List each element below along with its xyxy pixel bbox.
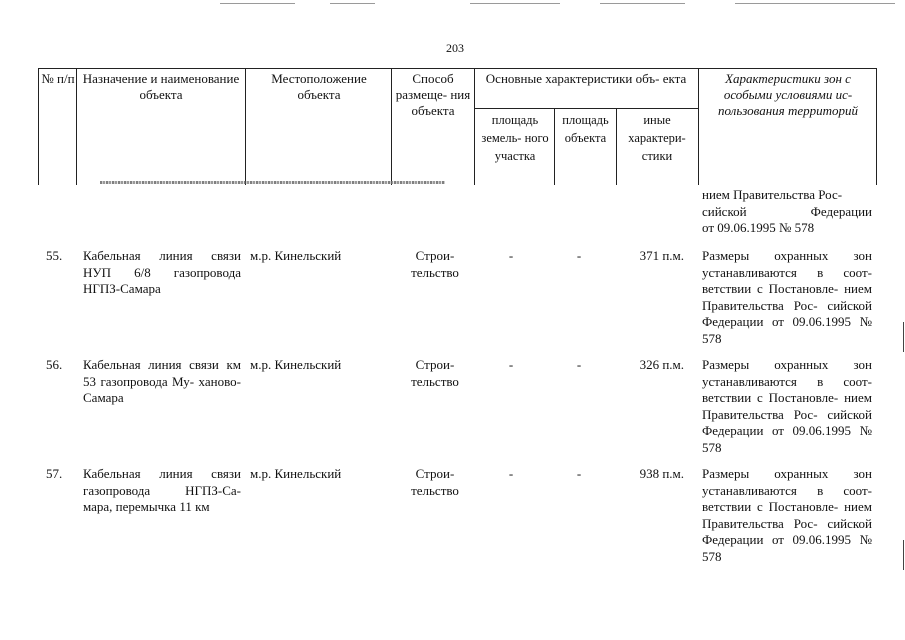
- land-area: -: [508, 466, 514, 481]
- zone-characteristics: Размеры охранных зон устанавливаются в соот- ветствии с Постановле- нием Правительства Рос- сийской Федерации от 09.06.1995 № 578: [702, 248, 872, 346]
- header-name: Назначение и наименование объекта: [82, 71, 240, 102]
- table-row: [38, 466, 877, 566]
- table-header: [38, 68, 877, 185]
- object-location: м.р. Кинельский: [250, 248, 342, 263]
- land-area: -: [508, 357, 514, 372]
- table-row: [38, 248, 877, 348]
- row-number: 55.: [46, 248, 63, 263]
- object-name: Кабельная линия связи газопровода НГПЗ-Са- мара, перемычка 11 км: [83, 466, 241, 514]
- scan-artifact: [903, 540, 904, 570]
- header-top-rule: [38, 68, 877, 69]
- header-location: Местоположение объекта: [271, 71, 367, 102]
- header-zones: Характеристики зон с особыми условиями ис- пользования территорий: [717, 71, 858, 118]
- header-sub-rule: [474, 108, 698, 109]
- other-characteristics: 938 п.м.: [639, 466, 684, 481]
- header-other: иные характери- стики: [628, 113, 686, 163]
- row-number: 57.: [46, 466, 63, 481]
- carryover-word: сийской: [702, 203, 747, 219]
- zone-characteristics: Размеры охранных зон устанавливаются в соот- ветствии с Постановле- нием Правительства Рос- сийской Федерации от 09.06.1995 № 578: [702, 466, 872, 564]
- header-method: Способ размеще- ния объекта: [395, 71, 471, 118]
- object-area: -: [576, 357, 582, 372]
- scan-artifact: [220, 3, 295, 4]
- header-main-characteristics: Основные характеристики объ- екта: [485, 71, 687, 86]
- header-area-object: площадь объекта: [562, 113, 609, 145]
- col-rule: [616, 108, 617, 185]
- col-rule: [76, 68, 77, 185]
- scan-artifact: [600, 3, 685, 4]
- object-area: -: [576, 466, 582, 481]
- placement-method: Строи- тельство: [411, 357, 459, 389]
- col-rule: [391, 68, 392, 185]
- page-number: 203: [446, 41, 464, 55]
- scan-artifact: [470, 3, 560, 4]
- col-rule: [876, 68, 877, 185]
- carryover-line: нием Правительства Рос-: [702, 187, 843, 202]
- col-rule: [474, 68, 475, 185]
- zone-characteristics: Размеры охранных зон устанавливаются в соот- ветствии с Постановле- нием Правительства Рос- сийской Федерации от 09.06.1995 № 578: [702, 357, 872, 455]
- scan-artifact: [330, 3, 375, 4]
- table-row: [38, 357, 877, 457]
- object-location: м.р. Кинельский: [250, 466, 342, 481]
- col-rule: [554, 108, 555, 185]
- scan-artifact: [903, 322, 904, 352]
- object-name: Кабельная линия связи НУП 6/8 газопровода НГПЗ-Самара: [83, 248, 241, 296]
- scan-artifact: [735, 3, 895, 4]
- object-area: -: [576, 248, 582, 263]
- col-rule: [245, 68, 246, 185]
- object-name: Кабельная линия связи км 53 газопровода Му- ханово-Самара: [83, 357, 241, 405]
- carryover-text: [702, 187, 872, 237]
- object-location: м.р. Кинельский: [250, 357, 342, 372]
- col-rule: [698, 68, 699, 185]
- land-area: -: [508, 248, 514, 263]
- other-characteristics: 326 п.м.: [639, 357, 684, 372]
- carryover-line: от 09.06.1995 № 578: [702, 220, 815, 235]
- header-area-land: площадь земель- ного участка: [481, 113, 549, 163]
- scan-noise: [100, 181, 445, 184]
- row-number: 56.: [46, 357, 63, 372]
- col-rule: [38, 68, 39, 185]
- carryover-line: [702, 204, 872, 221]
- other-characteristics: 371 п.м.: [639, 248, 684, 263]
- carryover-word: Федерации: [810, 203, 872, 219]
- placement-method: Строи- тельство: [411, 466, 459, 498]
- placement-method: Строи- тельство: [411, 248, 459, 280]
- header-num: № п/п: [41, 71, 75, 86]
